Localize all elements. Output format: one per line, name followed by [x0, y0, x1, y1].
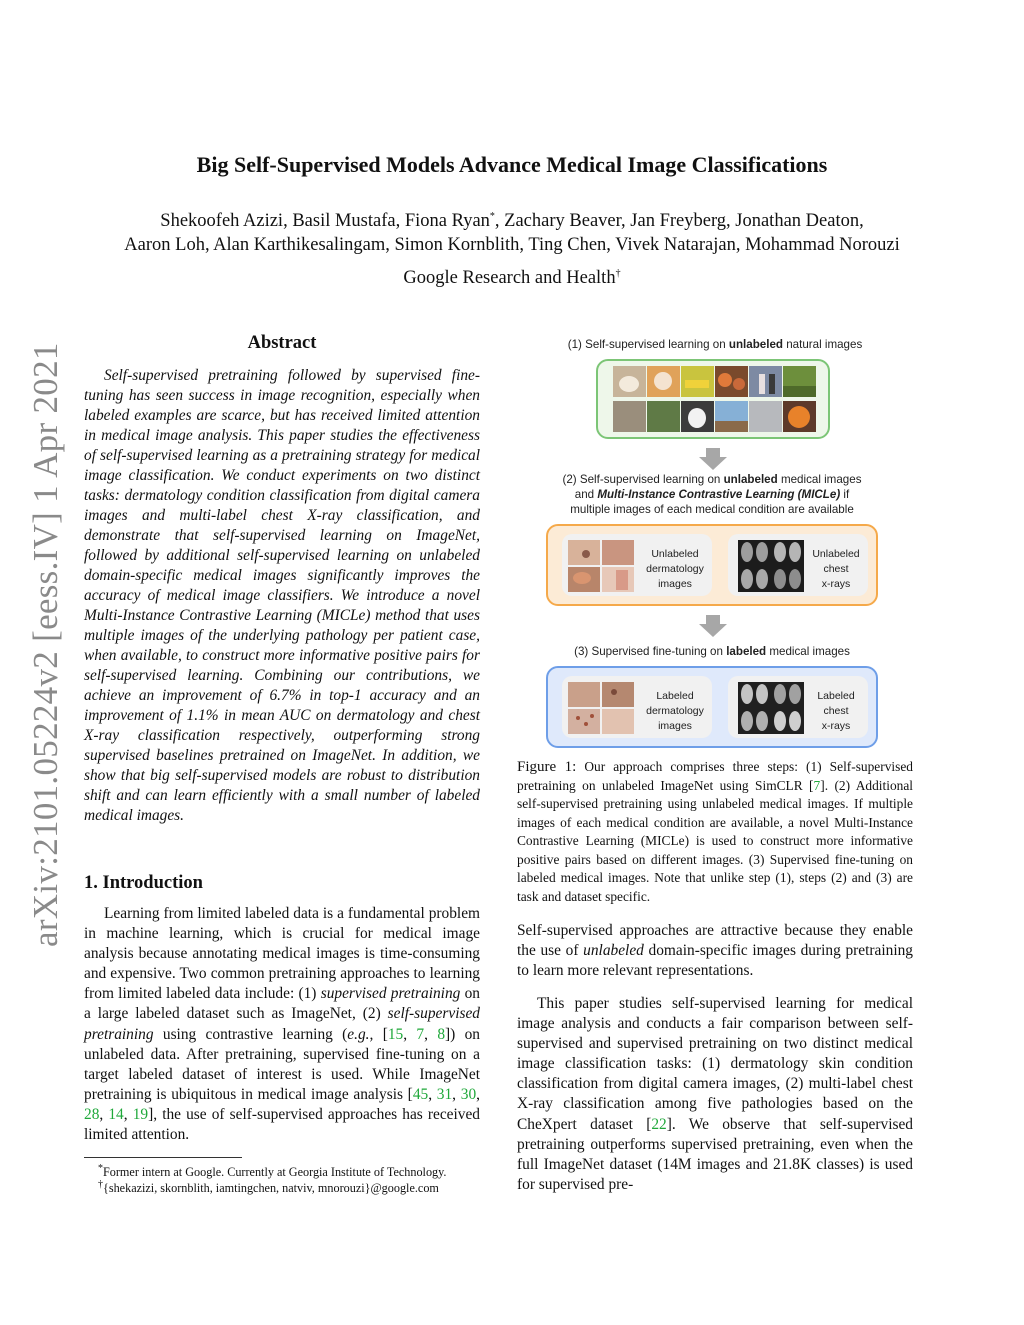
photo-bird [613, 401, 646, 432]
author-list-line1 [0, 211, 1024, 232]
footnote-2: †{shekazizi, skornblith, iamtingchen, natviv, mnorouzi}@google.com [98, 1179, 439, 1196]
citation-link[interactable]: 45 [412, 1085, 429, 1103]
citation-link[interactable]: 15 [387, 1025, 404, 1043]
photo-forest [647, 401, 680, 432]
unlabeled-medical-panel [546, 524, 878, 606]
affiliation-footnote-mark: † [615, 268, 621, 279]
unlabeled-dermatology-label: Unlabeled dermatology images [646, 548, 704, 590]
arxiv-identifier: arXiv:2101.05224v2 [eess.IV] 1 Apr 2021 [26, 342, 65, 947]
citation-link[interactable]: 28 [84, 1105, 100, 1123]
labeled-dermatology-box [562, 676, 712, 738]
labeled-medical-panel [546, 666, 878, 748]
affiliation [0, 268, 1024, 289]
introduction-heading: 1. Introduction [84, 873, 203, 893]
affiliation-text: Google Research and Health [403, 268, 616, 289]
right-paragraph-2: This paper studies self-supervised learning for medical image analysis and conducts a fair comparison between self-supervised and supervised pretraining on two distinct medical image classification tasks: (1) dermatology skin condition classification from digital camera images, (2) multi-label chest X-ray classification among five pathologies based on the CheXpert dataset [22]. We observe that self-supervised pretraining outperforms supervised pretraining, even when the full ImageNet dataset (14M images and 21.8K classes) is used for supervised pre- [517, 995, 913, 1193]
authors-part2: , Zachary Beaver, Jan Freyberg, Jonathan Deaton, [494, 211, 864, 232]
citation-link[interactable]: 8 [437, 1025, 446, 1043]
photo-people [749, 366, 782, 397]
abstract-text: Self-supervised pretraining followed by supervised fine-tuning has seen success in image recognition, especially when labeled examples are scarce, but has received limited attention in medical image analysis. This paper studies the effectiveness of self-supervised learning as a pretraining strategy for medical image classification. We conduct experiments on two distinct tasks: dermatology condition classification from digital camera images and multi-label chest X-ray classification, and demonstrate that self-supervised learning on ImageNet, followed by additional self-supervised learning on unlabeled domain-specific medical images significantly improves the accuracy of medical image classifiers. We introduce a novel Multi-Instance Contrastive Learning (MICLe) method that uses multiple images of the underlying pathology per patient case, when available, to construct more informative positive pairs for self-supervised learning. Combining our contributions, we achieve an improvement of 6.7% in top-1 accuracy and an improvement of 1.1% in mean AUC on dermatology and chest X-ray classification respectively, outperforming strong supervised baselines pretrained on ImageNet. In addition, we show that big self-supervised models are robust to distribution shift and can learn efficiently with a small number of labeled medical images. [84, 367, 480, 824]
author-footnote-mark: * [489, 211, 495, 222]
labeled-xray-box [728, 676, 868, 738]
citation-link[interactable]: 31 [436, 1085, 453, 1103]
unlabeled-xray-label: Unlabeled chest x-rays [812, 548, 860, 590]
dermatology-thumbnails [568, 540, 634, 592]
unlabeled-dermatology-box [562, 534, 712, 596]
citation-link[interactable]: 7 [416, 1025, 425, 1043]
footnote-1: *Former intern at Google. Currently at Georgia Institute of Technology. [98, 1163, 447, 1180]
xray-thumbnails [738, 540, 804, 592]
natural-images-panel [596, 359, 830, 439]
dermatology-thumbnails [568, 682, 634, 734]
down-arrow-icon [699, 615, 727, 637]
abstract-heading: Abstract [247, 333, 317, 353]
xray-thumbnails [738, 682, 804, 734]
right-paragraph-1: Self-supervised approaches are attractive because they enable the use of unlabeled domain-specific images during pretraining to learn more relevant representations. [517, 922, 913, 980]
figure-caption: Figure 1: Our approach comprises three steps: (1) Self-supervised pretraining on unlabeled ImageNet using SimCLR [7]. (2) Additional self-supervised pretraining using unlabeled medical images. If multiple images of each medical condition are available, a novel Multi-Instance Contrastive Learning (MICLe) is used to construct more informative positive pairs based on different images. (3) Supervised fine-tuning on labeled medical images. Note that unlike step (1), steps (2) and (3) are task and dataset specific. [517, 759, 914, 904]
author-list-line2: Aaron Loh, Alan Karthikesalingam, Simon Kornblith, Ting Chen, Vivek Natarajan, Mohammad Norouzi [124, 235, 900, 255]
unlabeled-xray-box [728, 534, 868, 596]
citation-link[interactable]: 14 [108, 1105, 124, 1123]
labeled-xray-label: Labeled chest x-rays [817, 690, 855, 732]
figure-step3-label: (3) Supervised fine-tuning on labeled medical images [574, 645, 850, 658]
citation-link[interactable]: 22 [651, 1115, 667, 1133]
photo-street [749, 401, 782, 432]
citation-link[interactable]: 7 [813, 777, 821, 793]
labeled-dermatology-label: Labeled dermatology images [646, 690, 704, 732]
paper-title: Big Self-Supervised Models Advance Medical Image Classifications [196, 152, 828, 177]
authors-part1: Shekoofeh Azizi, Basil Mustafa, Fiona Ryan [160, 211, 490, 232]
natural-images-grid [598, 361, 828, 437]
introduction-paragraph: Learning from limited labeled data is a fundamental problem in machine learning, which is crucial for medical image analysis because annotating medical images is time-consuming and expensive. Two common pretraining approaches to learning from limited labeled data include: (1) supervised pretraining on a large labeled dataset such as ImageNet, (2) self-supervised pretraining using contrastive learning (e.g., [15, 7, 8]) on unlabeled data. After pretraining, supervised fine-tuning on a target labeled dataset of interest is used. While ImageNet pretraining is ubiquitous in medical image analysis [45, 31, 30, 28, 14, 19], the use of self-supervised approaches has received limited attention. [84, 905, 481, 1144]
citation-link[interactable]: 30 [460, 1085, 477, 1103]
figure-step2-label: (2) Self-supervised learning on unlabeled medical images and Multi-Instance Contrastive Learning (MICLe) if multiple images of each medical condition are available [562, 473, 862, 516]
footnote-divider [84, 1157, 242, 1158]
figure-step1-label: (1) Self-supervised learning on unlabeled natural images [567, 338, 863, 351]
down-arrow-icon [699, 448, 727, 470]
citation-link[interactable]: 19 [132, 1105, 149, 1123]
